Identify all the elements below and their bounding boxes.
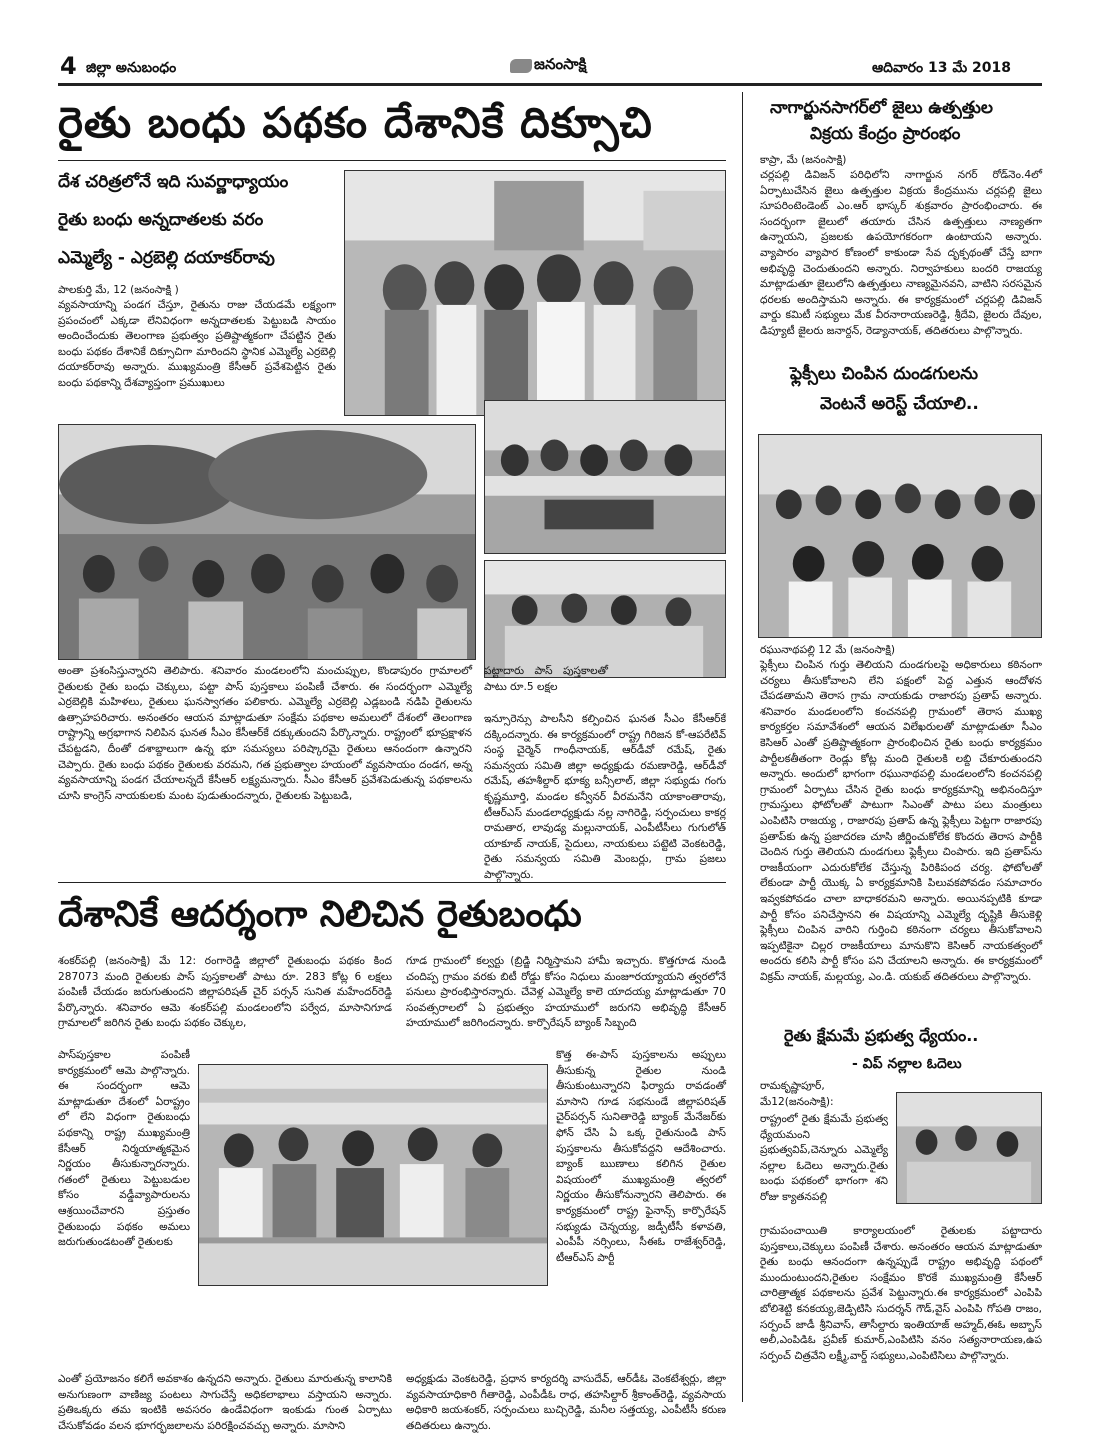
page-number: 4	[60, 52, 77, 80]
paper-name: జనంసాక్షి	[534, 55, 587, 73]
flexi-story-dateline: రఘునాథపల్లి 12 మే (జనంసాక్షి)	[760, 644, 895, 656]
jail-story-dateline: కాప్రా, మే (జనంసాక్షి)	[760, 154, 847, 166]
rally-photo	[344, 170, 726, 416]
lead-headline: రైతు బంధు పథకం దేశానికే దిక్సూచి	[58, 98, 653, 147]
welfare-story-dateline-1: రామకృష్ణాపూర్‌,	[760, 1080, 825, 1092]
flexi-story-headline-1: ఫ్లెక్సీలు చింపిన దుండగులను	[790, 364, 979, 384]
lead-headline-rule	[58, 160, 726, 161]
second-story-top-rule	[58, 882, 726, 883]
second-top-right: గూడ గ్రామంలో కల్వర్టు (బ్రిడ్జి నిర్మిస్తామని హామీ ఇచ్చారు. కొత్తగూడ నుండి చందిప్ప గ్రామం వరకు బిటీ రోడ్డు కోసం నిధులు మంజూరయ్యాయని త్వరలోనే పనులు ప్రారంభిస్తారన్నారు. చేవెళ్ల ఎమ్మెల్యే కాలె యాదయ్య మాట్లాడుతూ 70 సంవత్సరాలలో ఏ ప్రభుత్వం హయాములో జరుగని అభివృద్ధి కేసీఆర్‌ హయాములో జరిగిందన్నారు. కార్పొరేషన్‌ బ్యాంక్‌ సిబ్బంది	[406, 955, 726, 1030]
second-narrow-col: పాస్‌పుస్తకాల పంపిణీ కార్యక్రమంలో ఆమె పాల్గొన్నారు. ఈ సందర్భంగా ఆమె మాట్లాడుతూ దేశంలో ఏరాష్ట్రం లో లేని విధంగా రైతుబంధు పథకాన్ని రాష్ట్ర ముఖ్యమంత్రి కేసీఆర్‌ నిర్మయాత్మకమైన నిర్ణయం తీసుకున్నారన్నారు. గతంలో రైతులు పెట్టుబడుల కోసం వడ్డీవ్యాపారులను ఆశ్రయించేవారని ప్రస్తుతం రైతుబంధు పథకం అమలు జరుగుతుండటంతో రైతులకు	[58, 1049, 190, 1249]
cake-cutting-photo	[484, 400, 726, 554]
section-title: జిల్లా అనుబంధం	[86, 60, 177, 76]
welfare-story-body: గ్రామపంచాయితి కార్యాలయంలో రైతులకు పట్టాదారు పుస్తకాలు,చెక్కులు పంపిణీ చేశారు. అనంతరం ఆయన మాట్లాడుతూ రైతు బంధు ఆనందంగా ఉన్నప్పుడే రాష్ట్రం అభివృద్ధి పథంలో ముందుంటుందని,రైతుల సంక్షేమం కొరకే ముఖ్యమంత్రి కేసీఆర్‌ చారిత్రాత్మక పథకాలను ప్రవేశ పెట్టున్నారు.ఈ కార్యక్రమంలో ఎంపిపి బోలిశెట్టి కనకయ్య,జెడ్పిటిసి సుదర్శన్‌ గౌడ్‌,వైస్‌ ఎంపిపి గోపతి రాజం, సర్పంచ్‌ జాడీ శ్రీనివాస్‌, తాసీల్దారు ఇంతియాజ్‌ అహ్మద్‌,ఈఓ అబ్బాస్‌ అలీ,ఎంపిడిఓ ప్రవీణ్‌ కుమార్‌,ఎంపిటిసి వనం సత్యనారాయణ,ఉప సర్పంచ్‌ చిత్రవేని లక్ష్మీ,వార్డ్‌ సభ్యులు,ఎంపిటిసిలు పాల్గొన్నారు.	[760, 1225, 1042, 1362]
second-intro-text: శంకర్‌పల్లి (జనంసాక్షి) మే 12: రంగారెడ్డి జిల్లాలో రైతుబంధు పథకం కింద 287073 మంది రైతులకు పాస్‌ పుస్తకాలతో పాటు రూ. 283 కోట్ల 6 లక్షలు పంపిణీ చేయడం జరుగుతుందని జిల్లాపరిషత్‌ చైర్‌ పర్సన్‌ సునిత మహేందర్‌రెడ్డి పేర్కొన్నారు. శనివారం ఆమె శంకర్‌పల్లి మండలంలోని పర్వేద, మాసానిగూడ గ్రామాలలో జరిగిన రైతు బంధు పథకం చెక్కుల,	[58, 955, 392, 1030]
welfare-story-narrow: రాష్ట్రంలో రైతు క్షేమమే ప్రభుత్వ ధ్యేయమంని ప్రభుత్వవిప్‌,చెన్నూరు ఎమ్మెల్యే నల్లాల ఓదెలు అన్నారు.రైతు బంధు పథకంలో భాగంగా శని రోజు క్యాతనపల్లి	[760, 1113, 888, 1203]
jail-story-headline-2: విక్రయ కేంద్రం ప్రారంభం	[810, 124, 961, 144]
lead-dateline: పాలకుర్తి మే, 12 (జనంసాక్షి )	[58, 284, 179, 296]
lead-body-col1: అంతా ప్రశంసిస్తున్నారని తెలిపారు. శనివారం మండలంలోని మంచుప్పుల, కొండాపురం గ్రామాలలో రైతులకు రైతు బంధు చెక్కులు, పట్టా పాస్‌ పుస్తకాలు పంపిణీ చేశారు. ఈ సందర్భంగా ఎమ్మెల్యే ఎర్రబెల్లికి మహిళలు, రైతులు ఘనస్వాగతం పలికారు. ఎమ్మెల్యే ఎర్రబెల్లి ఎడ్లబండి నడిపి రైతులను ఉత్సాహపరిచారు. అనంతరం ఆయన మాట్లాడుతూ సంక్షేమ పథకాల అమలులో దేశంలో తెలంగాణ రాష్ట్రాన్ని అగ్రభాగాన నిలిపిన ఘనత సీఎం కేసీఆర్‌కే దక్కుతుందని పేర్కొన్నారు. రాష్ట్రంలో భూప్రక్షాళన చేపట్టడని, దీంతో దశాబ్దాలుగా ఉన్న భూ సమస్యలు పరిష్కారమై రైతులు ఆనందంగా ఉన్నారని చెప్పారు. రైతు బంధు పథకం రైతులకు వరమని, గత ప్రభుత్వాల హయంలో వ్యవసాయం దండగ, అన్న వ్యవసాయాన్ని పండగ చేయాలన్నదే కేసీఆర్‌ లక్ష్యమన్నారు. సీఎం కేసీఆర్‌ ప్రవేశపెడుతున్న పథకాలను చూసి కాంగ్రెస్‌ నాయకులకు మంట పుడుతుందన్నారు, రైతులకు పెట్టుబడి,	[58, 665, 472, 802]
lead-intro-text: వ్యవసాయాన్ని పండగ చేస్తూ, రైతును రాజు చేయడమే లక్ష్యంగా ప్రపంచంలో ఎక్కడా లేనివిధంగా అన్నదాతలకు పెట్టుబడి సాయం అందించేందుకు తెలంగాణ ప్రభుత్వం ప్రతిష్టాత్మకంగా చేపట్టిన రైతు బంధు పథకం దేశానికే దిక్సూచిగా మారిందని స్థానిక ఎమ్మెల్యే ఎర్రబెల్లి దయాకర్‌రావు అన్నారు. ముఖ్యమంత్రి కేసీఆర్‌ ప్రవేశపెట్టిన రైతు బంధు పథకాన్ని దేశవ్యాప్తంగా ప్రముఖులు	[58, 299, 336, 389]
masthead-rule	[58, 83, 1042, 86]
second-headline: దేశానికే ఆదర్శంగా నిలిచిన రైతుబంధు	[58, 894, 582, 935]
lead-body-col2: ఇన్సూరెన్సు పాలసీని కల్పించిన ఘనత సీఎం కేసీఆర్‌కే దక్కిందన్నారు. ఈ కార్యక్రమంలో రాష్ట్ర గిరిజన కో-ఆపరేటివ్‌ సంస్థ చైర్మెన్‌ గాంధీనాయక్‌, ఆర్‌డీవో రమేష్‌, రైతు సమన్వయ సమితి జిల్లా అధ్యక్షుడు రమణారెడ్డి, ఆర్‌డీవో రమేష్‌, తహశీల్దార్‌ భూక్య బన్సీలాల్‌, జిల్లా సభ్యుడు గంగు కృష్ణమూర్తి, మండల కన్వీనర్‌ వీరమనేని యాకాంతారావు, టీఆర్‌ఎస్‌ మండలాధ్యక్షుడు నల్ల నాగిరెడ్డి, సర్పంచులు కాకర్ల రామతార, లావుడ్య మల్లునాయక్‌, ఎంపీటీసీలు గుగులోత్‌ యాకూబ్‌ నాయక్‌, సైదులు, నాయకులు పట్టెటి వెంకటరెడ్డి, రైతు సమన్వయ సమితి మెంబర్లు, గ్రామ ప్రజలు పాల్గొన్నారు.	[484, 713, 726, 881]
meeting-photo	[758, 434, 1042, 638]
lead-body-col2-top: పట్టాదారు పాస్‌ పుస్తకాలతో పాటు రూ.5 లక్షల	[484, 665, 608, 693]
welfare-story-byline: - విప్‌ నల్లాల ఓదెలు	[852, 1056, 962, 1072]
flexi-story-headline-2: వెంటనే అరెస్ట్‌ చేయాలి..	[820, 394, 979, 414]
second-bottom-left: ఎంతో ప్రయోజనం కలిగే అవకాశం ఉన్నదని అన్నారు. రైతులు మారుతున్న కాలానికి అనుగుణంగా వాణిజ్య పంటలు సాగుచేస్తే అధికలాభాలు వస్తాయని అన్నారు. ప్రతిఒక్కరు తమ ఇంటికి అవసరం ఉండేవిధంగా ఇంకుడు గుంత ఏర్పాటు చేసుకోవడం వలన భూగర్భజలాలను పరిరక్షించవచ్చు అన్నారు. మాసాని	[58, 1373, 392, 1432]
flexi-story-body: ఫ్లెక్సీలు చింపిన గుర్తు తెలియని దుండగులపై అధికారులు కఠినంగా చర్యలు తీసుకోవాలని లేని పక్షంలో పెద్ద ఎత్తున ఆందోళన చేపడతామని తెరాస గ్రామ నాయకుడు రాజారపు ప్రతాప్‌ అన్నారు. శనివారం మండలంలోని కంచనపల్లి గ్రామంలో తెరాస ముఖ్య కార్యకర్తల సమావేశంలో ఆయన విలేఖరులతో మాట్లాడుతూ సీఎం కెసిఆర్‌ ఎంతో ప్రతిష్టాత్మకంగా ప్రారంభించిన రైతు బంధు కార్యక్రమం పార్టీలకతీతంగా రెండ్లు కోట్ల మంది రైతులకి లబ్ది చేకూరుతుందని అన్నారు. అందులో భాగంగా రఘునాథపల్లి మండలంలోని కంచనపల్లి గ్రామంలో ఏర్పాటు చేసిన రైతు బంధు కార్యక్రమాన్ని అభినందిస్తూ గ్రామస్తులు ఫోటోలతో పాటుగా సిఎంతో పాటు పలు మంత్రులు ఎంపిటిసి రాజయ్య , రాజారపు ప్రతాప్‌ ఉన్న ఫ్లెక్సీలు పెట్టగా రాజారపు ప్రతాప్‌కు ఉన్న ప్రజాదరణ చూసి జీర్ణించుకోలేక కొందరు తెరాస పార్టీకి చెందిన గుర్తు తెలియని దుండగులు ఫ్లెక్సీలు చింపారు. ఇది ప్రతాప్‌ను రాజకీయంగా ఎదురుకోలేక చేస్తున్న పిరికిపంద చర్య. ఫోటోలతో లేకుండా పార్టీ యొక్క ఏ కార్యక్రమానికి పిలువకపోవడం సమాచారం ఇవ్వకపోవడం చాలా బాధాకరమని అన్నారు. అయినప్పటికి కూడా పార్టీ కోసం పనిచేస్తానని ఈ విషయాన్ని ఎమ్మెల్యే దృష్టికి తీసుకెళ్లి ఫ్లెక్సీలు చింపిన వారిని గుర్తించి కఠినంగా చర్యలు తీసుకోవాలని ఇప్పటికైనా చిల్లర రాజకీయాలు మానుకొని కెసిఆర్‌ నాయకత్వంలో అందరు కలిసి పార్టీ కోసం పని చేయాలని అన్నారు. ఈ కార్యక్రమంలో విక్రమ్‌ నాయక్‌, మల్లయ్య, ఎం.డి. యకుబ్‌ తదితరులు పాల్గొన్నారు.	[760, 659, 1042, 983]
lead-subhead-2: రైతు బంధు అన్నదాతలకు వరం	[58, 210, 264, 230]
crowd-photo	[58, 424, 476, 660]
second-mid-right: కొత్త ఈ-పాస్‌ పుస్తకాలను అప్పులు తీసుకున్న రైతుల నుండి తీసుకుంటున్నారని ఫిర్యాదు రావడంతో మాసాని గూడ సభనుండే జిల్లాపరిషత్‌ చైర్‌పర్సన్‌ సునితారెడ్డి బ్యాంక్‌ మేనేజర్‌కు ఫోన్‌ చేసి ఏ ఒక్క రైతునుండి పాస్‌ పుస్తకాలను తీసుకోవద్దని ఆదేశించారు. బ్యాంక్‌ ఋణాలు కలిగిన రైతుల విషయంలో ముఖ్యమంత్రి త్వరలో నిర్ణయం తీసుకోనున్నారని తెలిపారు. ఈ కార్యక్రమంలో రాష్ట్ర ఫైనాన్స్‌ కార్పొరేషన్‌ సభ్యుడు చెన్నయ్య, జడ్పీటీసీ కళావతి, ఎంపీపీ నర్సింలు, సీఈఓ రాజేశ్వర్‌రెడ్డి, టీఆర్‌ఎస్‌ పార్టీ	[556, 1049, 726, 1264]
issue-date: ఆదివారం 13 మే 2018	[872, 60, 1012, 76]
cheque-distribution-photo	[484, 560, 726, 678]
small-distribution-photo	[896, 1092, 1042, 1204]
second-bottom-right: అధ్యక్షుడు వెంకటరెడ్డి, ప్రధాన కార్యదర్శి వాసుదేవ్‌, ఆర్‌డీఓ వెంకటేశ్వర్లు, జిల్లా వ్యవసాయాధికారి గీతారెడ్డి, ఎంపీడీఓ రాధ, తహసిల్దార్‌ శ్రీకాంత్‌రెడ్డి, వ్యవసాయ అధికారి జయశంకర్‌, సర్పంచులు బుచ్చిరెడ్డి, మనీల సత్తయ్య, ఎంపీటీసీ కరుణ తదితరులు ఉన్నారు.	[406, 1373, 726, 1432]
right-column-divider	[742, 92, 743, 1402]
masthead-logo	[510, 53, 610, 79]
jail-story-headline-1: నాగార్జునసాగర్‌లో జైలు ఉత్పత్తుల	[770, 98, 993, 118]
jail-story-body: చర్లపల్లి డివిజన్‌ పరిధిలోని నాగార్జున నగర్‌ రోడ్‌నెం.4లో ఏర్పాటుచేసిన జైలు ఉత్పత్తుల విక్రయ కేంద్రమును చర్లపల్లి జైలు సూపరింటెండెంట్‌ ఎం.ఆర్‌ భాస్కర్‌ శుక్రవారం ప్రారంభించారు. ఈ సందర్భంగా జైలులో తయారు చేసిన ఉత్పత్తులు నాణ్యతగా ఉన్నాయని, ప్రజలకు ఉపయోగకరంగా ఉంటాయని అన్నారు. వ్యాపారం వ్యాపార కోణంలో కాకుండా సేవ దృక్పథంతో చేస్తే బాగా అభివృద్ధి చెందుతుందని అన్నారు. నిర్వాహకులు బందరి రాజయ్య మాట్లాడుతూ జైలులోని ఉత్పత్తులు నాణ్యమైనవని, వాటిని సరసమైన ధరలకు అందిస్తామని అన్నారు. ఈ కార్యక్రమంలో చర్లపల్లి డివిజన్‌ వార్డు కమిటీ సభ్యులు మేక వీరనారాయణరెడ్డి, శ్రీదేవి, జైలరు దేవుల, డిప్యూటీ జైలరు జనార్దన్‌, రెడ్యానాయక్‌, తదితరులు పాల్గొన్నారు.	[760, 169, 1042, 337]
welfare-story-headline: రైతు క్షేమమే ప్రభుత్వ ధ్యేయం..	[784, 1026, 979, 1045]
lead-subhead-1: దేశ చరిత్రలోనే ఇది సువర్ణాధ్యాయం	[58, 172, 289, 192]
welfare-story-dateline-2: మే12(జనంసాక్షి):	[760, 1096, 834, 1108]
stage-photo	[198, 1064, 548, 1286]
logo-mark-icon	[510, 59, 532, 73]
lead-subhead-3: ఎమ్మెల్యే - ఎర్రబెల్లి దయాకర్‌రావు	[58, 248, 275, 268]
